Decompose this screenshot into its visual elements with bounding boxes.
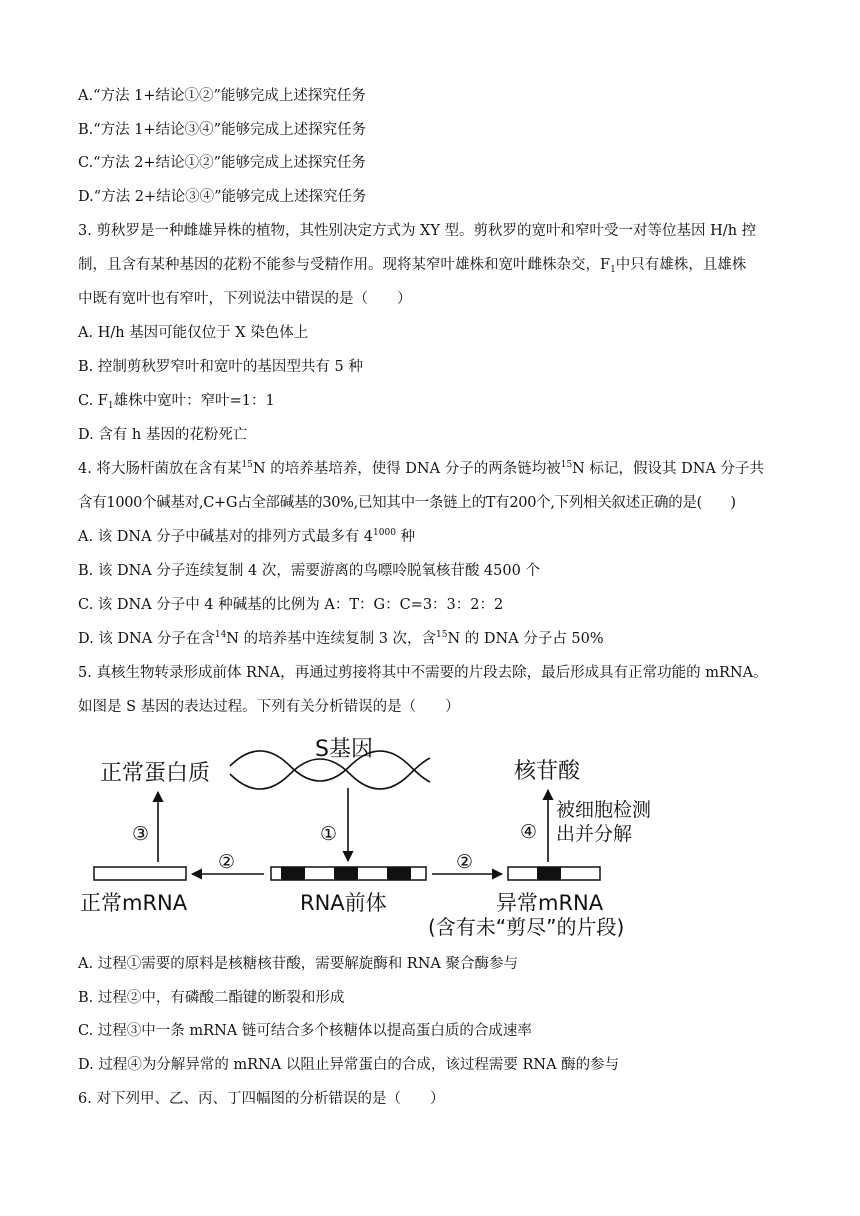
q4-option-d <box>78 629 604 649</box>
q4-option-c: C. 该 DNA 分子中 4 种碱基的比例为 A：T：G：C=3：3：2：2 <box>78 597 504 613</box>
q5-stem-line2: 如图是 S 基因的表达过程。下列有关分析错误的是（ ） <box>78 699 460 715</box>
q4-stem-text: 4. 将大肠杆菌放在含有某 <box>78 461 242 477</box>
q4-option-text: N 的 DNA 分子占 50% <box>447 631 604 647</box>
q2-option-d: D.“方法 2+结论③④”能够完成上述探究任务 <box>78 189 367 205</box>
superscript: 15 <box>436 630 448 640</box>
q3-option-a: A. H/h 基因可能仅位于 X 染色体上 <box>78 325 309 341</box>
q4-stem-line2: 含有1000个碱基对,C+G占全部碱基的30%,已知其中一条链上的T有200个,下列相关叙述正确的是( ) <box>78 495 736 511</box>
step-3-label: ③ <box>132 823 150 845</box>
q3-option-text: 雄株中宽叶：窄叶=1：1 <box>113 393 275 409</box>
normal-mrna-label: 正常mRNA <box>80 891 188 915</box>
q5-option-a: A. 过程①需要的原料是核糖核苷酸，需要解旋酶和 RNA 聚合酶参与 <box>78 956 518 972</box>
q4-option-text: N 的培养基中连续复制 3 次，含 <box>226 631 437 647</box>
normal-mrna-bar <box>94 867 186 880</box>
subscript: 1 <box>610 265 616 275</box>
q3-stem-text: 制，且含有某种基因的花粉不能参与受精作用。现将某窄叶雄株和宽叶雌株杂交，F <box>78 257 611 273</box>
step-2-right-label: ② <box>456 851 474 873</box>
superscript: 15 <box>560 460 573 470</box>
q2-option-b: B.“方法 1+结论③④”能够完成上述探究任务 <box>78 122 367 138</box>
subscript: 1 <box>107 401 114 411</box>
q4-option-text: 种 <box>395 529 416 545</box>
q4-stem-text: N 标记，假设其 DNA 分子共 <box>572 461 764 477</box>
step-1-label: ① <box>320 823 338 845</box>
abnormal-mrna-bar <box>508 867 600 880</box>
nucleotide-label: 核苷酸 <box>514 759 581 784</box>
superscript: 15 <box>241 460 253 470</box>
q4-option-a <box>78 527 415 547</box>
q3-stem-line3: 中既有宽叶也有窄叶，下列说法中错误的是（ ） <box>78 291 412 307</box>
q2-option-a: A.“方法 1+结论①②”能够完成上述探究任务 <box>78 88 366 104</box>
detect-label-line2: 出并分解 <box>556 823 633 845</box>
q4-option-text: A. 该 DNA 分子中碱基对的排列方式最多有 4 <box>78 529 374 545</box>
s-gene-label: S基因 <box>315 737 373 762</box>
q4-option-text: D. 该 DNA 分子在含 <box>78 631 215 647</box>
q5-stem-line1: 5. 真核生物转录形成前体 RNA，再通过剪接将其中不需要的片段去除，最后形成具有正常功能的 mRNA。 <box>78 665 768 681</box>
detect-label-line1: 被细胞检测 <box>556 799 652 821</box>
q4-stem-text: N 的培养基培养，使得 DNA 分子的两条链均被 <box>252 461 561 477</box>
normal-protein-label: 正常蛋白质 <box>100 761 211 786</box>
q4-stem-line1 <box>78 459 764 479</box>
q6-stem: 6. 对下列甲、乙、丙、丁四幅图的分析错误的是（ ） <box>78 1091 445 1107</box>
q5-option-c: C. 过程③中一条 mRNA 链可结合多个核糖体以提高蛋白质的合成速率 <box>78 1023 532 1039</box>
gene-expression-diagram <box>78 724 678 944</box>
q3-stem-line1: 3. 剪秋罗是一种雌雄异株的植物，其性别决定方式为 XY 型。剪秋罗的宽叶和窄叶受一对等位基因 H/h 控 <box>78 223 757 239</box>
q5-option-b: B. 过程②中，有磷酸二酯键的断裂和形成 <box>78 990 345 1006</box>
q3-option-text: C. F <box>78 393 108 409</box>
abnormal-mrna-label: 异常mRNA <box>496 891 604 915</box>
q3-option-b: B. 控制剪秋罗窄叶和宽叶的基因型共有 5 种 <box>78 359 363 375</box>
rna-precursor-label: RNA前体 <box>300 891 387 915</box>
q3-stem-text: 中只有雄株，且雄株 <box>615 257 747 273</box>
q4-option-b: B. 该 DNA 分子连续复制 4 次，需要游离的鸟嘌呤脱氧核苷酸 4500 个 <box>78 563 540 579</box>
q2-option-c: C.“方法 2+结论①②”能够完成上述探究任务 <box>78 155 366 171</box>
q3-option-d: D. 含有 h 基因的花粉死亡 <box>78 427 248 443</box>
q5-option-d: D. 过程④为分解异常的 mRNA 以阻止异常蛋白的合成，该过程需要 RNA 酶的参与 <box>78 1057 620 1073</box>
q3-option-c <box>78 391 275 411</box>
q3-stem-line2 <box>78 255 746 275</box>
rna-precursor-bar <box>271 867 426 880</box>
step-2-left-label: ② <box>218 851 236 873</box>
abnormal-mrna-note: (含有未“剪尽”的片段) <box>428 915 625 939</box>
superscript: 1000 <box>373 528 396 538</box>
superscript: 14 <box>214 630 227 640</box>
step-4-label: ④ <box>520 821 538 843</box>
